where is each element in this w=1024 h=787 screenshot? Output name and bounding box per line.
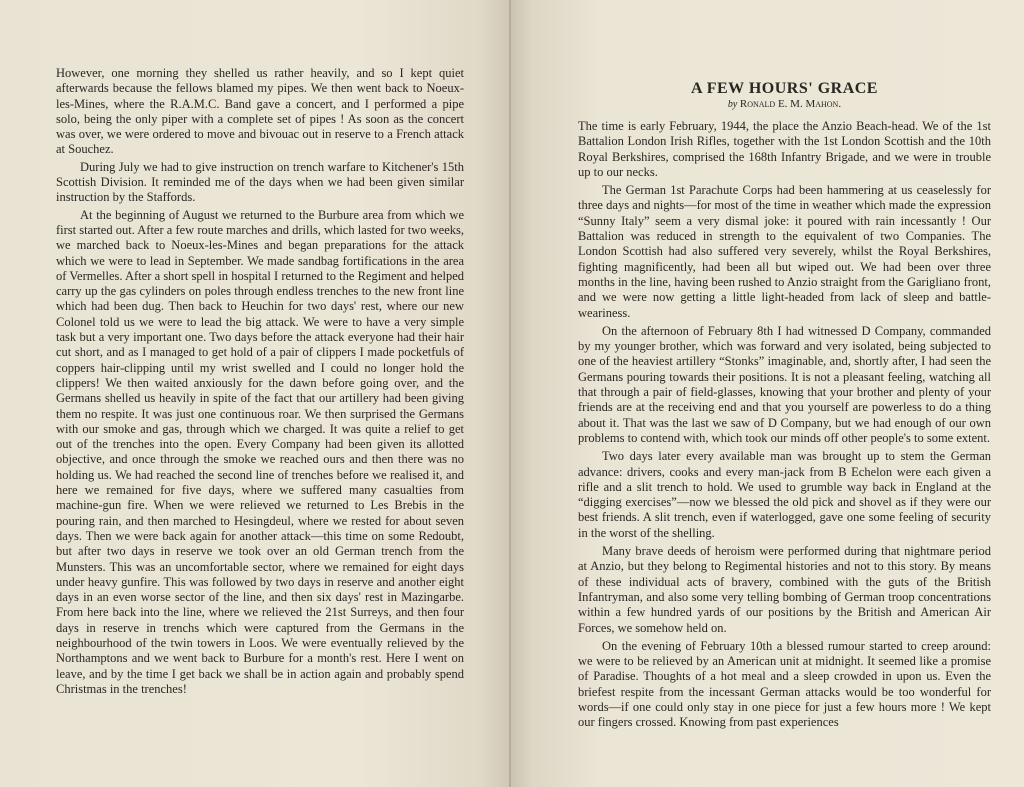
article-author: Ronald E. M. Mahon. [739,98,842,110]
right-page [511,0,1024,787]
right-paragraph-3: On the afternoon of February 8th I had witnessed D Company, commanded by my younger brother, which was forward and very isolated, being subjected to one of the heaviest artillery “Stonks” imaginable, and, shortly after, I had seen the Germans pouring towards their positions. It is not a pleasant feeling, watching all that through a pair of field-glasses, knowing that your brother and plenty of your friends are at the receiving end and that you yourself are powerless to do a thing about it. That was the last we saw of D Company, but we had enough of our own problems to contend with, which took our minds off other people's to some extent. [578,323,991,445]
left-page [0,0,511,787]
article-title: A FEW HOURS' GRACE [691,80,878,97]
article-byline [578,98,991,111]
left-paragraph-3: At the beginning of August we returned to the Burbure area from which we first started out. After a few route marches and drills, which lasted for two weeks, we marched back to Noeux-les-Mines and began preparations for the attack which we were to lead in September. We made sandbag fortifications in the area of Vermelles. After a short spell in hospital I returned to the Regiment and helped carry up the gas cylinders on poles through endless trenches to the new front line which had been dug. Then back to Heuchin for two days' rest, where our new Colonel told us we were to lead the big attack. We were to have a very simple task but a very important one. Two days before the attack everyone had their hair cut short, and as I managed to get hold of a pair of clippers I made pocketfuls of coppers hair-clipping until my wrist swelled and I could no longer hold the clippers! We then waited anxiously for the dawn before going over, and the Germans shelled us heavily in spite of the fact that our artillery had been giving them no respite. It was just one continuous roar. We then surprised the Germans with our smoke and gas, through which we charged. It was quite a relief to get out of the trenches into the open. Every Company had been given its allotted objective, and once through the smoke we reached ours and then there was no holding us. We had reached the second line of trenches before we realised it, and here we remained for five days, where we suffered many casualties from machine-gun fire. When we were relieved we returned to Les Brebis in the pouring rain, and then marched to Hesingdeul, where we rested for about seven days. Then we were back again for another attack—this time on some Redoubt, but after two days in reserve we took over an old German trench from the Munsters. This was an uncomfortable sector, where we remained for eight days under heavy gunfire. This was followed by two days in reserve and another eight days in an even worse sector of the line, and then six days' rest in Mazingarbe. From here back into the line, where we relieved the 21st Surreys, and then four days in reserve in trenchs which were captured from the Germans in the neighbourhood of the twin towers in Loos. We were eventually relieved by the Northamptons and we went back to Burbure for a month's rest. Here I went on leave, and by the time I get back we shall be in action again and probably spend Christmas in the trenches! [56,207,464,696]
right-paragraph-2: The German 1st Parachute Corps had been hammering at us ceaselessly for three days and nights—for most of the time in weather which made the expression “Sunny Italy” seem a very dismal joke: it poured with rain incessantly ! Our Battalion was reduced in strength to the equivalent of two Companies. The London Scottish had also suffered very severely, whilst the Royal Berkshires, fighting magnificently, had been all but wiped out. We had been over three months in the line, having been rushed to Anzio straight from the Garigliano front, and we were now getting a little light-headed from lack of sleep and battle-weariness. [578,183,991,320]
left-paragraph-1: However, one morning they shelled us rather heavily, and so I kept quiet afterwards because the fellows blamed my pipes. We then went back to Noeux-les-Mines, where the R.A.M.C. Band gave a concert, and I performed a pipe solo, being the only piper with a complete set of pipes ! As soon as the concert was over, we were ordered to move and bivouac out in reserve to a French attack at Souchez. [56,66,464,157]
right-paragraph-6: On the evening of February 10th a blessed rumour started to creep around: we were to be relieved by an American unit at midnight. It seemed like a promise of Paradise. Thoughts of a hot meal and a sleep crowded in upon us. Even the briefest respite from the incessant German attacks would be too wonderful for words—if one could only stay in one piece for just a few hours more ! We kept our fingers crossed. Knowing from past experiences [578,638,991,730]
right-paragraph-4: Two days later every available man was brought up to stem the German advance: drivers, cooks and every man-jack from B Echelon were each given a rifle and a slit trench to hold. We used to grumble way back in England at the “digging exercises”—now we blessed the old pick and shovel as if they were our best friends. A slit trench, even if waterlogged, gave one some feeling of security in the worst of the shelling. [578,449,991,540]
byline-prefix: by [727,99,738,110]
left-paragraph-2: During July we had to give instruction on trench warfare to Kitchener's 15th Scottish Division. It reminded me of the days when we had been given similar instruction by the Staffords. [56,159,464,205]
right-paragraph-1: The time is early February, 1944, the place the Anzio Beach-head. We of the 1st Battalion London Irish Rifles, together with the 1st London Scottish and the 10th Royal Berkshires, comprised the 168th Infantry Brigade, and we were in trouble up to our necks. [578,119,991,179]
right-paragraph-5: Many brave deeds of heroism were performed during that nightmare period at Anzio, but they belong to Regimental histories and not to this story. By means of these individual acts of bravery, combined with the guts of the British Infantryman, and also some very telling bombing of German troop concentrations within a few hundred yards of our positions by the British and American Air Forces, we somehow held on. [578,544,991,635]
